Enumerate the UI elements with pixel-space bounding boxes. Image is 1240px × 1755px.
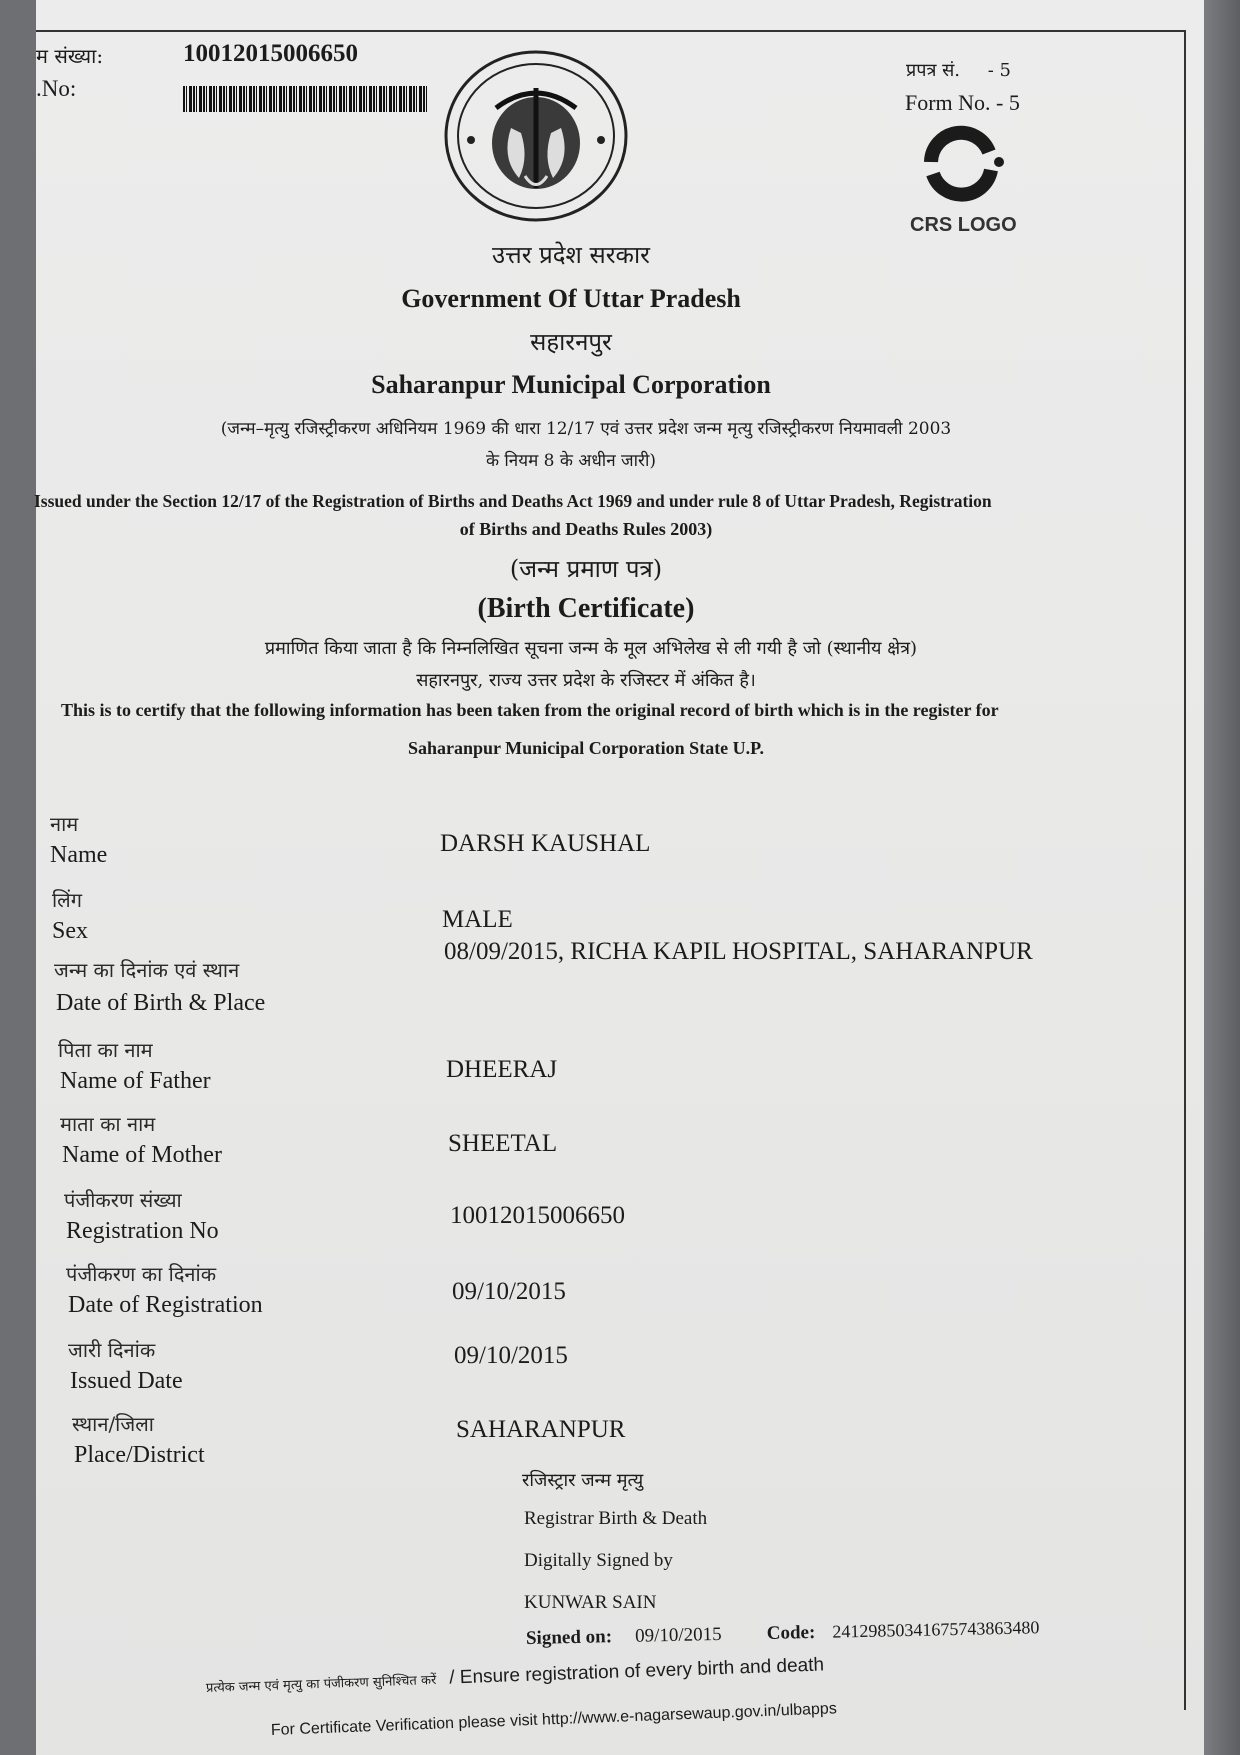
footer-verification-line: For Certificate Verification please visit http://www.e-nagarsewaup.gov.in/ulbapps: [270, 1700, 838, 1739]
field-sex-value: MALE: [442, 906, 513, 933]
up-government-emblem-icon: [441, 48, 631, 224]
certify-line-english-2: Saharanpur Municipal Corporation State U.P.: [407, 738, 765, 758]
certify-line-hindi-2: सहारनपुर, राज्य उत्तर प्रदेश के रजिस्टर में अंकित है।: [416, 670, 756, 691]
crs-logo-label: CRS LOGO: [910, 214, 1017, 236]
field-mother-label: Name of Mother: [62, 1142, 222, 1168]
reg-label-english: .No:: [36, 76, 77, 101]
field-issued-label: Issued Date: [70, 1368, 183, 1394]
city-name-hindi: सहारनपुर: [530, 328, 612, 356]
footer-ensure-english: / Ensure registration of every birth and death: [448, 1654, 825, 1689]
field-regdate-label-hindi: पंजीकरण का दिनांक: [66, 1262, 217, 1286]
field-name-label-hindi: नाम: [50, 812, 79, 836]
field-dob-value: 08/09/2015, RICHA KAPIL HOSPITAL, SAHARANPUR: [444, 938, 1033, 965]
digitally-signed-label: Digitally Signed by: [524, 1550, 673, 1571]
field-issued-label-hindi: जारी दिनांक: [68, 1338, 156, 1362]
field-regno-value: 10012015006650: [450, 1202, 625, 1229]
frame-right-border: [1184, 30, 1186, 1710]
field-father-value: DHEERAJ: [446, 1056, 558, 1083]
field-regdate-label: Date of Registration: [68, 1292, 263, 1318]
corporation-name-english: Saharanpur Municipal Corporation: [371, 370, 771, 399]
field-father-label-hindi: पिता का नाम: [58, 1038, 153, 1062]
field-mother-value: SHEETAL: [448, 1130, 558, 1157]
field-regno-label: Registration No: [66, 1218, 219, 1244]
signed-on-row: [526, 1617, 1040, 1650]
registrar-title-english: Registrar Birth & Death: [524, 1508, 708, 1529]
certify-line-hindi-1: प्रमाणित किया जाता है कि निम्नलिखित सूचना जन्म के मूल अभिलेख से ली गयी है जो (स्थानीय क्षेत्र): [264, 638, 918, 659]
certify-line-english-1: This is to certify that the following information has been taken from the original record of birth which is in the register for: [61, 700, 999, 720]
state-name-hindi: उत्तर प्रदेश सरकार: [491, 241, 651, 269]
act-line-english-1: Issued under the Section 12/17 of the Registration of Births and Deaths Act 1969 and under rule 8 of Uttar Pradesh, Registration: [34, 491, 992, 511]
field-place-label: Place/District: [74, 1442, 205, 1468]
field-sex-label-hindi: लिंग: [52, 888, 82, 912]
form-label-hindi-text: प्रपत्र सं.: [906, 60, 961, 81]
field-name-value: DARSH KAUSHAL: [440, 830, 651, 857]
registrar-title-hindi: रजिस्ट्रार जन्म मृत्यु: [522, 1470, 644, 1491]
field-regno-label-hindi: पंजीकरण संख्या: [64, 1188, 182, 1212]
form-number-english: Form No. - 5: [905, 90, 1020, 115]
code-label: Code:: [766, 1621, 816, 1644]
frame-top-border: [36, 30, 1186, 32]
field-sex-label: Sex: [52, 918, 88, 944]
field-issued-value: 09/10/2015: [454, 1342, 568, 1369]
scan-edge: [1204, 0, 1240, 1755]
field-mother-label-hindi: माता का नाम: [60, 1112, 156, 1136]
form-label-hindi: [906, 58, 1011, 82]
act-line-hindi-2: के नियम 8 के अधीन जारी): [485, 451, 657, 471]
field-place-value: SAHARANPUR: [456, 1416, 626, 1443]
form-value-hindi: - 5: [987, 60, 1012, 81]
reg-label-hindi: म संख्या:: [36, 44, 104, 68]
field-dob-label: Date of Birth & Place: [56, 990, 266, 1016]
field-dob-label-hindi: जन्म का दिनांक एवं स्थान: [54, 958, 240, 982]
state-name-english: Government Of Uttar Pradesh: [401, 284, 741, 313]
reg-number-top: 10012015006650: [183, 40, 358, 67]
registrar-name: KUNWAR SAIN: [524, 1592, 657, 1613]
field-name-label: Name: [50, 842, 108, 868]
barcode: [183, 86, 429, 112]
signed-on-date: 09/10/2015: [634, 1623, 722, 1647]
code-value: 241298503416757438634​80: [832, 1617, 1040, 1642]
certificate-title-hindi: (जन्म प्रमाण पत्र): [509, 555, 663, 583]
field-regdate-value: 09/10/2015: [452, 1278, 566, 1305]
signed-on-label: Signed on:: [525, 1626, 613, 1649]
field-place-label-hindi: स्थान/जिला: [72, 1412, 154, 1436]
act-line-hindi-1: (जन्म–मृत्यु रजिस्ट्रीकरण अधिनियम 1969 की धारा 12/17 एवं उत्तर प्रदेश जन्म मृत्यु रजिस्ट्रीकरण नियमावली 2003: [220, 419, 952, 439]
crs-logo-icon: [911, 122, 1011, 202]
certificate-title-english: (Birth Certificate): [477, 593, 695, 624]
act-line-english-2: of Births and Deaths Rules 2003): [459, 519, 713, 539]
footer-ensure-line: [206, 1654, 825, 1698]
footer-ensure-hindi: प्रत्येक जन्म एवं मृत्यु का पंजीकरण सुनिश्चित करें: [205, 1672, 437, 1696]
certificate-paper: [36, 0, 1204, 1755]
field-father-label: Name of Father: [60, 1068, 211, 1094]
